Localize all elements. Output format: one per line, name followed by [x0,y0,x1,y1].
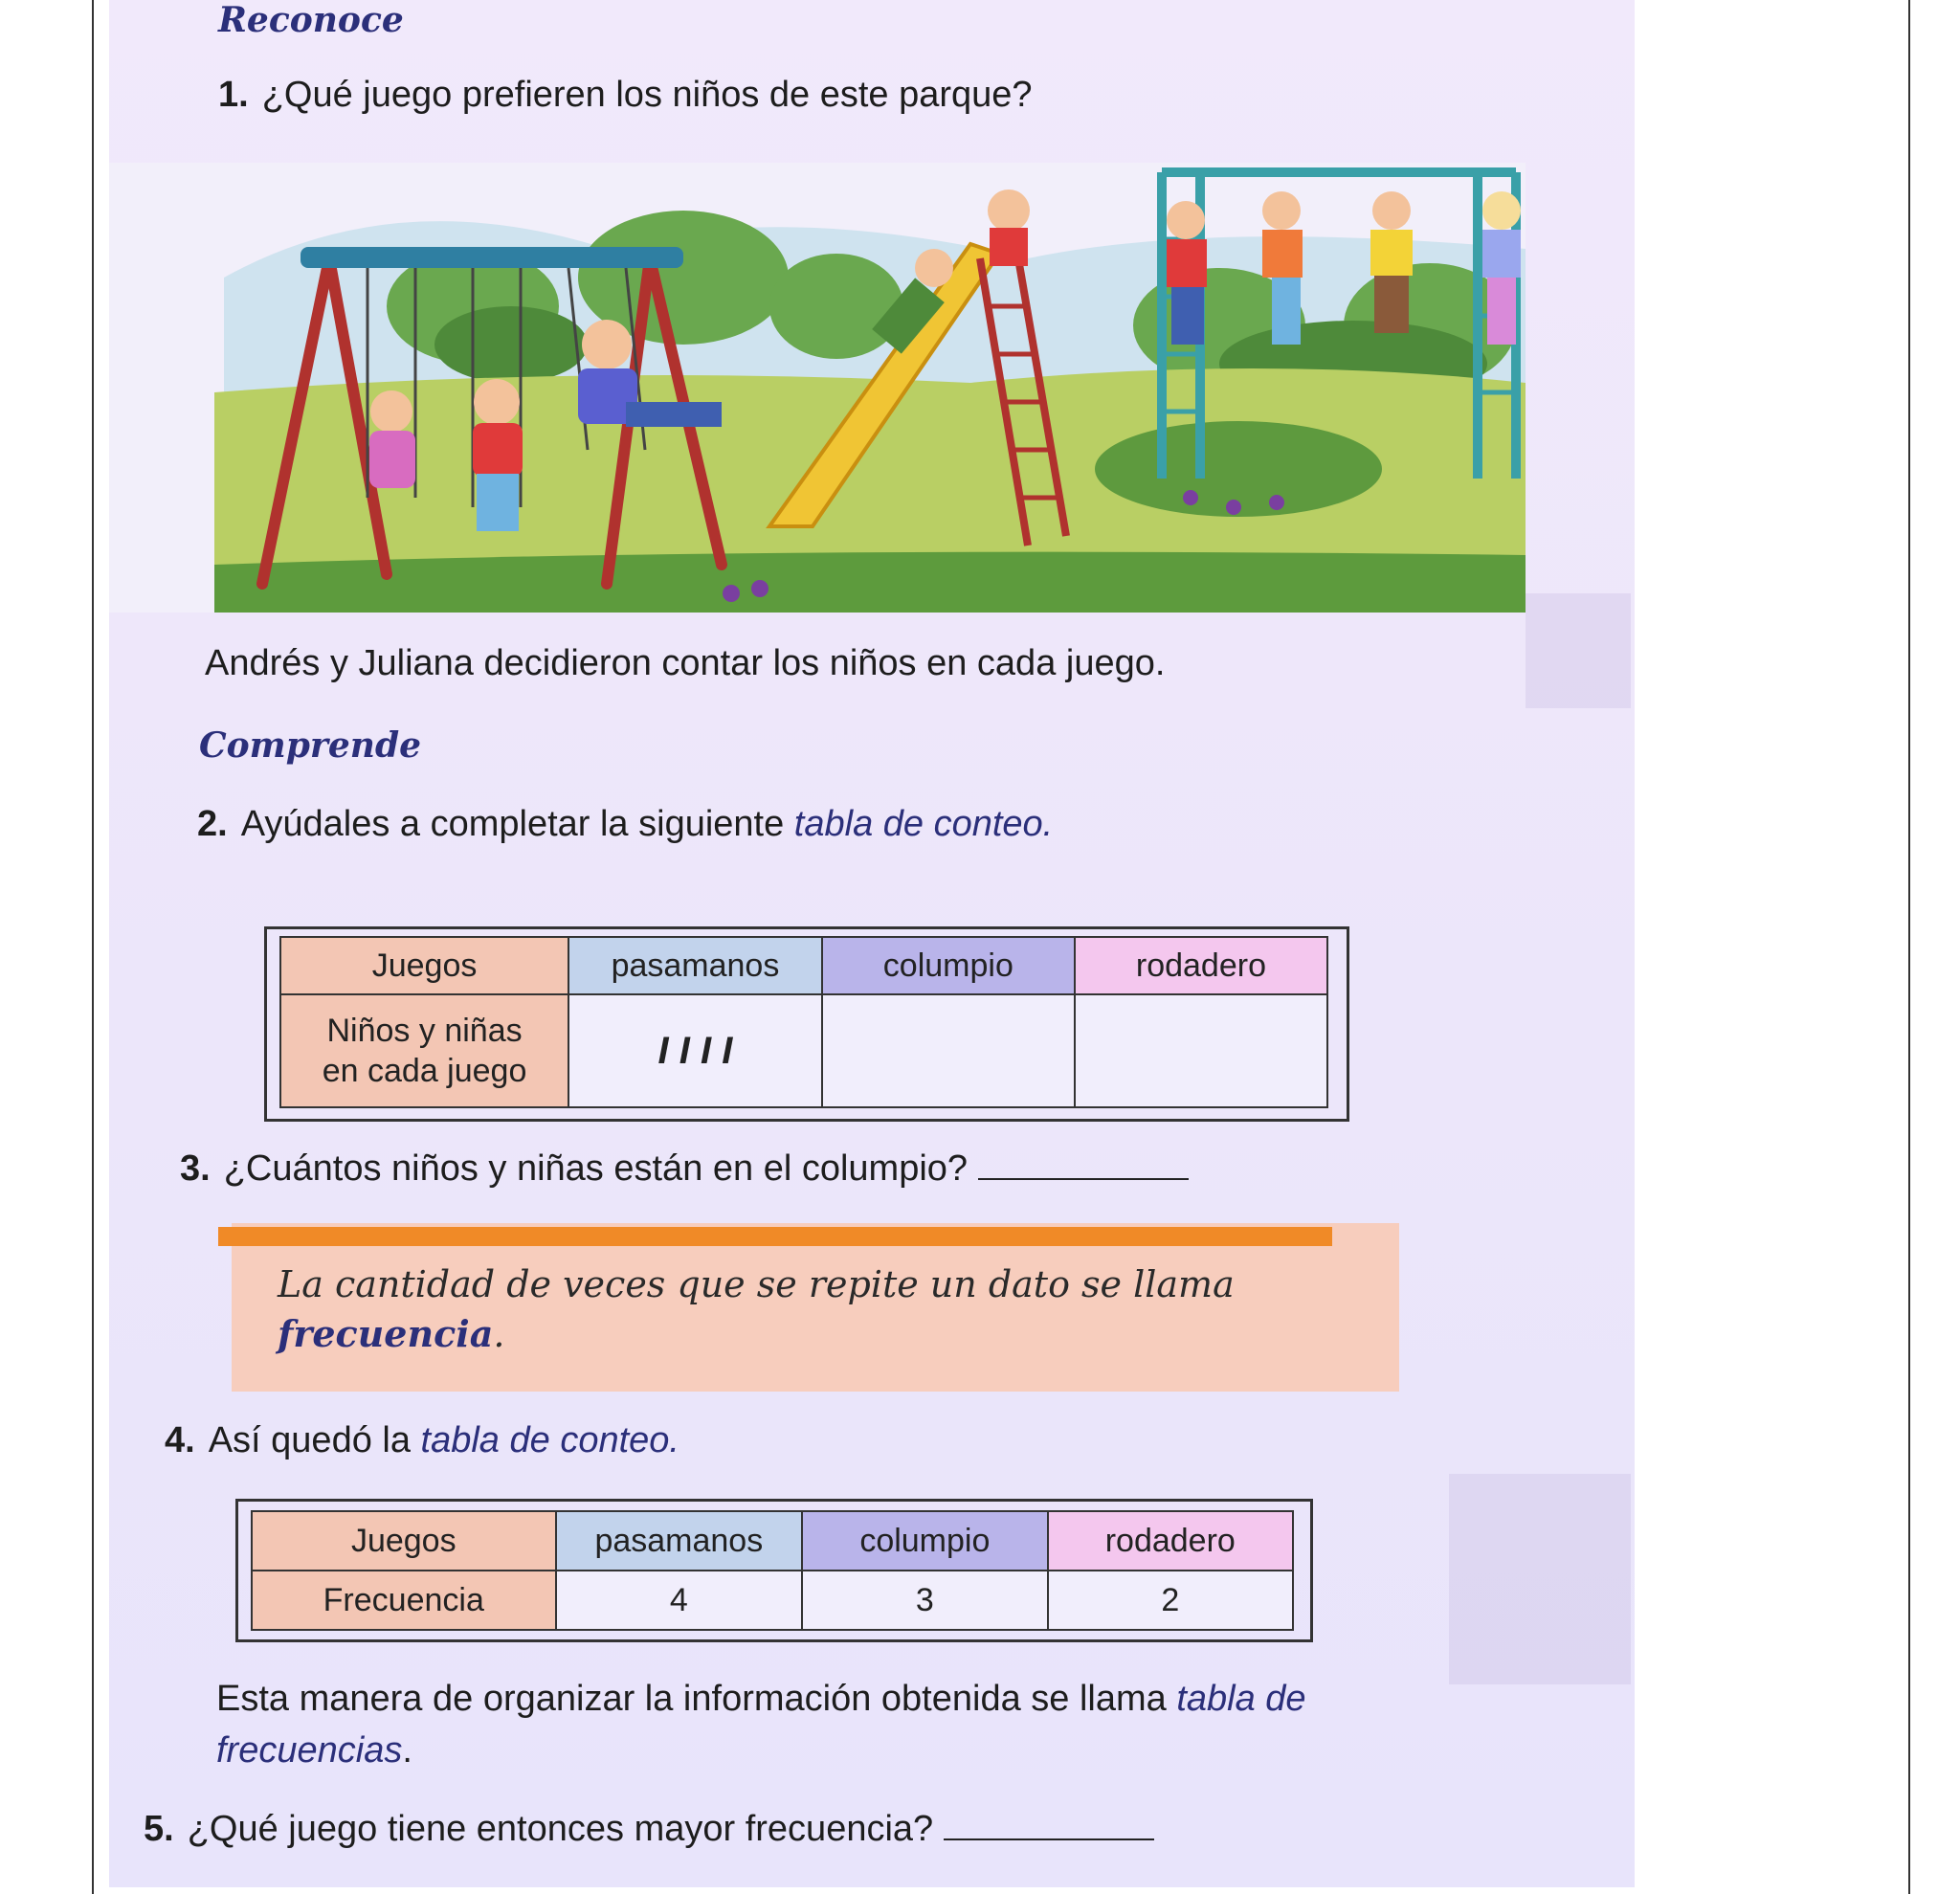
tally-table [279,936,1328,1108]
question-5: 5. ¿Qué juego tiene entonces mayor frecuencia? [144,1809,1154,1850]
freq-value-columpio: 3 [802,1571,1047,1630]
page-border-left [92,0,94,1894]
section-title-reconoce: Reconoce [218,0,404,40]
explanation-text: Esta manera de organizar la información obtenida se llama tabla de frecuencias. [216,1679,1306,1771]
freq-value-rodadero: 2 [1048,1571,1293,1630]
answer-line-3[interactable] [978,1149,1189,1180]
question-4: 4. Así quedó la tabla de conteo. [165,1420,679,1460]
tally-header-pasamanos: pasamanos [568,937,822,994]
tally-cell-columpio[interactable] [822,994,1075,1107]
question-1: 1. ¿Qué juego prefieren los niños de este parque? [218,75,1033,115]
definition-note-text: La cantidad de veces que se repite un dato se llama frecuencia. [278,1263,1235,1355]
freq-header-rodadero: rodadero [1048,1511,1293,1571]
question-2: 2. Ayúdales a completar la siguiente tabla de conteo. [197,804,1054,844]
freq-header-juegos: Juegos [252,1511,556,1571]
freq-row-label: Frecuencia [252,1571,556,1630]
freq-header-pasamanos: pasamanos [556,1511,803,1571]
freq-header-columpio: columpio [802,1511,1047,1571]
answer-line-5[interactable] [944,1810,1154,1840]
note-accent-bar [218,1227,1332,1246]
tally-row-label: Niños y niñas en cada juego [280,994,568,1107]
tally-cell-rodadero[interactable] [1075,994,1327,1107]
tally-header-juegos: Juegos [280,937,568,994]
freq-value-pasamanos: 4 [556,1571,803,1630]
tally-header-rodadero: rodadero [1075,937,1327,994]
intro-text: Andrés y Juliana decidieron contar los niños en cada juego. [205,643,1166,683]
question-3: 3. ¿Cuántos niños y niñas están en el columpio? [180,1148,1189,1190]
frequency-table [251,1510,1294,1631]
tally-header-columpio: columpio [822,937,1075,994]
section-title-comprende: Comprende [199,725,421,766]
playground-illustration [109,163,1526,613]
tally-cell-pasamanos: I I I I [568,994,822,1107]
page-border-right [1908,0,1910,1894]
